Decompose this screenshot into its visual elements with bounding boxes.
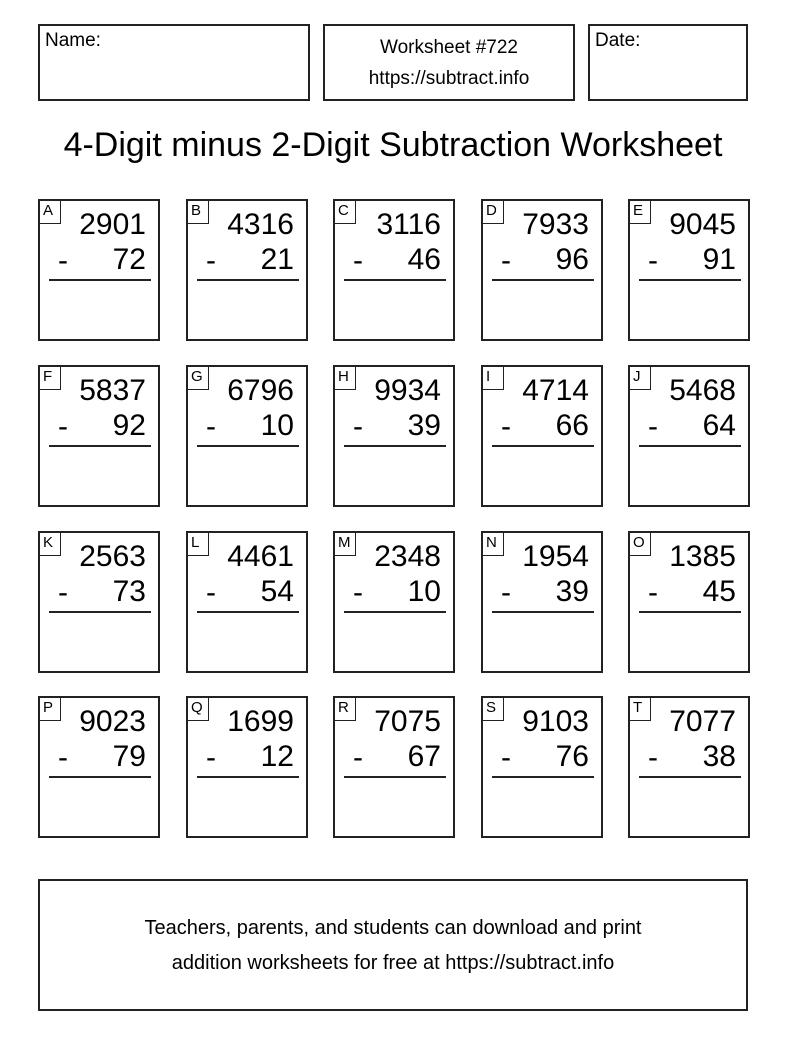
problem-letter: L [187, 532, 209, 556]
minus-sign: - [648, 741, 658, 774]
minuend: 1385 [669, 540, 736, 573]
minuend: 7077 [669, 705, 736, 738]
subtrahend: 12 [260, 740, 294, 773]
subtrahend: 76 [555, 740, 589, 773]
footer-line-2: addition worksheets for free at https://subtract.info [171, 952, 615, 974]
worksheet-website: https://subtract.info [368, 68, 530, 89]
minus-sign: - [206, 576, 216, 609]
subtrahend: 66 [555, 409, 589, 442]
minuend: 2901 [79, 208, 146, 241]
minuend: 3116 [376, 208, 441, 241]
minuend: 9934 [374, 374, 441, 407]
minus-sign: - [648, 244, 658, 277]
problem-card[interactable] [333, 696, 455, 838]
minuend: 7075 [374, 705, 441, 738]
minus-sign: - [206, 410, 216, 443]
answer-line [49, 445, 151, 447]
problem-letter: A [39, 200, 61, 224]
problem-card[interactable] [481, 696, 603, 838]
answer-line [492, 279, 594, 281]
minuend: 4461 [227, 540, 294, 573]
subtrahend: 38 [702, 740, 736, 773]
problem-letter: N [482, 532, 504, 556]
minuend: 1954 [522, 540, 589, 573]
answer-line [197, 445, 299, 447]
minus-sign: - [58, 410, 68, 443]
subtrahend: 72 [112, 243, 146, 276]
answer-line [49, 279, 151, 281]
minuend: 5837 [79, 374, 146, 407]
subtrahend: 54 [260, 575, 294, 608]
subtrahend: 73 [112, 575, 146, 608]
problem-card[interactable] [628, 365, 750, 507]
minus-sign: - [58, 576, 68, 609]
answer-line [197, 279, 299, 281]
minuend: 9103 [522, 705, 589, 738]
answer-line [639, 279, 741, 281]
minus-sign: - [648, 410, 658, 443]
answer-line [639, 445, 741, 447]
problem-letter: R [334, 697, 356, 721]
problem-letter: P [39, 697, 61, 721]
subtrahend: 67 [407, 740, 441, 773]
answer-line [344, 611, 446, 613]
problem-card[interactable] [38, 531, 160, 673]
minuend: 6796 [227, 374, 294, 407]
minuend: 4714 [522, 374, 589, 407]
answer-line [344, 445, 446, 447]
answer-line [639, 611, 741, 613]
problem-card[interactable] [38, 199, 160, 341]
answer-line [197, 776, 299, 778]
subtrahend: 64 [702, 409, 736, 442]
minus-sign: - [648, 576, 658, 609]
problem-card[interactable] [333, 531, 455, 673]
minuend: 7933 [522, 208, 589, 241]
minuend: 1699 [227, 705, 294, 738]
page-title: 4-Digit minus 2-Digit Subtraction Worksheet [63, 126, 723, 164]
problem-card[interactable] [38, 365, 160, 507]
problem-card[interactable] [628, 531, 750, 673]
subtrahend: 91 [702, 243, 736, 276]
answer-line [492, 776, 594, 778]
subtrahend: 79 [112, 740, 146, 773]
problem-card[interactable] [186, 365, 308, 507]
subtrahend: 92 [112, 409, 146, 442]
minuend: 2348 [374, 540, 441, 573]
footer-line-1: Teachers, parents, and students can download and print [144, 917, 642, 939]
minus-sign: - [353, 576, 363, 609]
minus-sign: - [501, 244, 511, 277]
answer-line [492, 445, 594, 447]
date-label: Date: [595, 30, 641, 51]
answer-line [639, 776, 741, 778]
minus-sign: - [58, 741, 68, 774]
problem-letter: F [39, 366, 61, 390]
minuend: 4316 [227, 208, 294, 241]
problem-card[interactable] [186, 696, 308, 838]
answer-line [49, 776, 151, 778]
name-field-box[interactable] [38, 24, 310, 101]
minus-sign: - [206, 244, 216, 277]
minus-sign: - [501, 741, 511, 774]
problem-card[interactable] [186, 199, 308, 341]
minus-sign: - [501, 576, 511, 609]
subtrahend: 10 [407, 575, 441, 608]
problem-letter: M [334, 532, 356, 556]
minuend: 9023 [79, 705, 146, 738]
problem-letter: Q [187, 697, 209, 721]
problem-card[interactable] [38, 696, 160, 838]
problem-letter: H [334, 366, 356, 390]
problem-letter: J [629, 366, 651, 390]
answer-line [49, 611, 151, 613]
minus-sign: - [58, 244, 68, 277]
problem-letter: T [629, 697, 651, 721]
minus-sign: - [501, 410, 511, 443]
problem-letter: O [629, 532, 651, 556]
worksheet-info-box [323, 24, 575, 101]
answer-line [492, 611, 594, 613]
problem-letter: D [482, 200, 504, 224]
problem-card[interactable] [628, 696, 750, 838]
problem-card[interactable] [186, 531, 308, 673]
problem-letter: E [629, 200, 651, 224]
problem-letter: I [482, 366, 504, 390]
minuend: 9045 [669, 208, 736, 241]
minuend: 5468 [669, 374, 736, 407]
problem-letter: S [482, 697, 504, 721]
subtrahend: 10 [260, 409, 294, 442]
problem-card[interactable] [333, 199, 455, 341]
problem-letter: B [187, 200, 209, 224]
name-label: Name: [45, 30, 101, 51]
worksheet-number: Worksheet #722 [379, 37, 518, 58]
date-field-box[interactable] [588, 24, 748, 101]
minus-sign: - [206, 741, 216, 774]
subtrahend: 96 [555, 243, 589, 276]
subtrahend: 46 [407, 243, 441, 276]
minus-sign: - [353, 410, 363, 443]
answer-line [344, 279, 446, 281]
problem-card[interactable] [333, 365, 455, 507]
problem-card[interactable] [628, 199, 750, 341]
minus-sign: - [353, 741, 363, 774]
subtrahend: 45 [702, 575, 736, 608]
problem-card[interactable] [481, 199, 603, 341]
problem-card[interactable] [481, 531, 603, 673]
minuend: 2563 [79, 540, 146, 573]
minus-sign: - [353, 244, 363, 277]
problem-letter: C [334, 200, 356, 224]
problem-letter: G [187, 366, 209, 390]
answer-line [197, 611, 299, 613]
footer-box [38, 879, 748, 1011]
problem-card[interactable] [481, 365, 603, 507]
subtrahend: 39 [555, 575, 589, 608]
answer-line [344, 776, 446, 778]
subtrahend: 39 [407, 409, 441, 442]
problem-letter: K [39, 532, 61, 556]
subtrahend: 21 [260, 243, 294, 276]
